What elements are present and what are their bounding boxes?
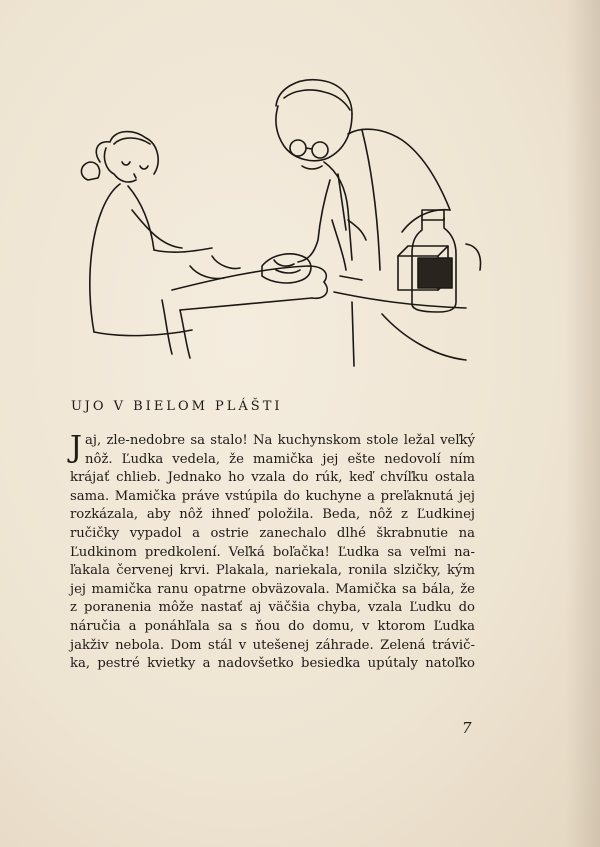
drop-cap-letter: J [70,430,83,465]
text-line: krájať chlieb. Jednako ho vzala do rúk, keď chvíľku ostala [70,470,475,486]
text-line: rozkázala, aby nôž ihneď položila. Beda, nôž z Ľudkinej [70,507,475,523]
text-line: náručia a ponáhľala sa s ňou do domu, v ktorom Ľudka [70,618,475,634]
text-line: ľakala červenej krvi. Plakala, nariekala, ronila slzičky, kým [70,563,475,579]
text-line: jakživ nebola. Dom stál v utešenej záhrade. Zelená trávič- [70,637,475,653]
text-line: jej mamička ranu opatrne obväzovala. Mamička sa bála, že [70,581,475,597]
table-with-bottle [334,210,480,366]
page-number: 7 [462,719,472,737]
chapter-heading: UJO V BIELOM PLÁŠTI [71,399,283,414]
illustration-doctor-and-girl [62,70,492,370]
text-line: ka, pestré kvietky a nadovšetko besiedka upútaly natoľko [70,656,475,672]
text-line: ručičky vypadol a ostrie zanechalo dlhé škrabnutie na [70,525,475,541]
doctor-figure [262,80,450,283]
text-line: sama. Mamička práve vstúpila do kuchyne a preľaknutá jej [70,488,475,504]
page-edge-shadow [566,0,600,847]
girl-figure [81,132,327,358]
chapter-body-text [70,432,475,674]
text-line: Ľudkinom predkolení. Veľká boľačka! Ľudka sa veľmi na- [70,544,475,560]
text-line: aj, zle-nedobre sa stalo! Na kuchynskom stole ležal veľký [85,433,475,448]
text-line: nôž. Ľudka vedela, že mamička jej ešte nedovolí ním [85,451,475,467]
text-line: z poranenia môže nastať aj väčšia chyba, vzala Ľudku do [70,600,475,616]
